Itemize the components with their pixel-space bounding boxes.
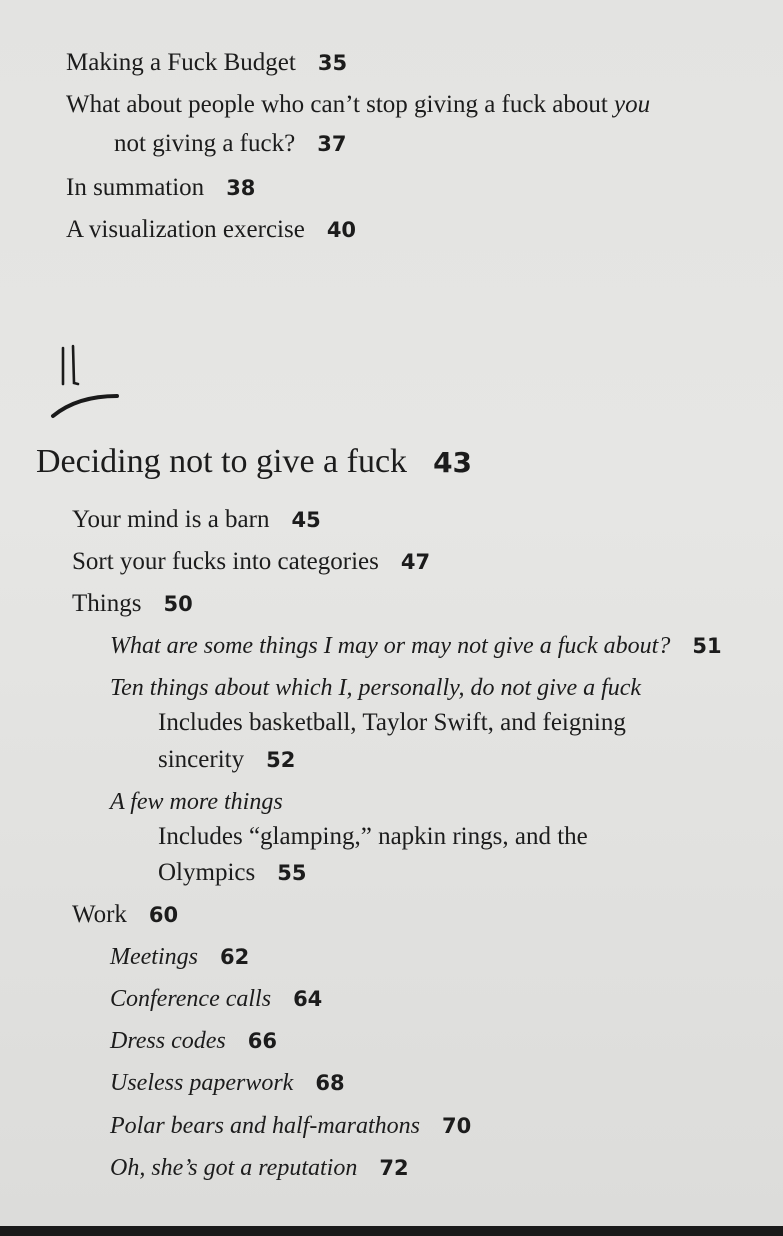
toc-entry-page: 35 bbox=[317, 51, 348, 75]
toc-entry-title: In summation bbox=[66, 174, 205, 201]
toc-subentry bbox=[110, 984, 322, 1014]
toc-entry-title: Sort your fucks into categories bbox=[72, 548, 379, 575]
toc-entry-emphasis: you bbox=[614, 91, 651, 118]
toc-entry-description bbox=[158, 745, 295, 775]
toc-entry-page: 52 bbox=[266, 748, 296, 772]
toc-entry-title: Polar bears and half-marathons bbox=[110, 1113, 421, 1139]
toc-entry-page: 45 bbox=[291, 508, 321, 532]
toc-subentry bbox=[110, 1026, 277, 1056]
toc-entry-title: What about people who can’t stop giving a fuck about bbox=[66, 91, 615, 118]
toc-entry-page: 60 bbox=[148, 903, 179, 927]
chapter-page: 43 bbox=[433, 446, 473, 479]
toc-entry-title: not giving a fuck? bbox=[114, 130, 296, 157]
toc-subentry bbox=[110, 631, 722, 661]
toc-entry-page: 40 bbox=[326, 218, 357, 242]
toc-subentry bbox=[110, 942, 249, 972]
toc-entry bbox=[66, 215, 356, 245]
toc-entry-title: Things bbox=[72, 590, 142, 617]
toc-entry-page: 50 bbox=[163, 592, 193, 616]
chapter-heading bbox=[36, 442, 472, 483]
toc-entry-title: Includes “glamping,” napkin rings, and the bbox=[158, 823, 588, 850]
toc-entry-title: Oh, she’s got a reputation bbox=[110, 1155, 358, 1181]
toc-entry-title: Conference calls bbox=[110, 986, 272, 1012]
toc-entry-page: 68 bbox=[315, 1071, 345, 1095]
page-bottom-edge bbox=[0, 1226, 783, 1236]
chapter-title: Deciding not to give a fuck bbox=[36, 443, 408, 480]
toc-entry-page: 66 bbox=[247, 1029, 277, 1053]
toc-entry bbox=[72, 505, 321, 535]
toc-entry-page: 64 bbox=[293, 987, 323, 1011]
toc-entry-title: Work bbox=[72, 901, 127, 928]
toc-entry-description bbox=[158, 858, 306, 888]
toc-entry bbox=[66, 48, 347, 78]
toc-entry-title: sincerity bbox=[158, 746, 245, 773]
toc-subentry bbox=[110, 1068, 345, 1098]
toc-entry-title: Making a Fuck Budget bbox=[66, 49, 296, 76]
toc-entry-page: 55 bbox=[277, 861, 307, 885]
toc-entry-page: 38 bbox=[226, 176, 256, 200]
toc-entry-title: Ten things about which I, personally, do not give a fuck bbox=[110, 675, 642, 701]
toc-entry-title: A few more things bbox=[110, 789, 283, 815]
toc-entry-page: 37 bbox=[317, 132, 347, 156]
toc-entry-title: Includes basketball, Taylor Swift, and feigning bbox=[158, 709, 626, 736]
toc-entry-page: 51 bbox=[692, 634, 722, 658]
toc-subentry bbox=[110, 1153, 409, 1183]
toc-entry-page: 72 bbox=[379, 1156, 409, 1180]
toc-subentry bbox=[110, 673, 641, 703]
toc-entry bbox=[72, 900, 178, 930]
toc-entry-title: Olympics bbox=[158, 859, 256, 886]
toc-entry-description bbox=[158, 708, 626, 738]
toc-entry-continuation bbox=[114, 129, 346, 159]
toc-entry bbox=[72, 547, 430, 577]
toc-entry-title: Meetings bbox=[110, 944, 198, 970]
toc-entry bbox=[66, 90, 650, 120]
part-number-mark bbox=[44, 340, 134, 430]
toc-subentry bbox=[110, 787, 283, 817]
toc-entry-page: 47 bbox=[400, 550, 431, 574]
toc-entry-title: A visualization exercise bbox=[66, 216, 305, 243]
toc-entry-title: Dress codes bbox=[110, 1028, 226, 1054]
toc-entry-title: What are some things I may or may not give a fuck about? bbox=[110, 633, 671, 659]
toc-entry-description bbox=[158, 822, 588, 852]
toc-entry bbox=[66, 173, 255, 203]
toc-entry-title: Useless paperwork bbox=[110, 1070, 294, 1096]
toc-subentry bbox=[110, 1111, 471, 1141]
toc-entry bbox=[72, 589, 193, 619]
toc-entry-page: 62 bbox=[219, 945, 250, 969]
toc-entry-title: Your mind is a barn bbox=[72, 506, 270, 533]
toc-entry-page: 70 bbox=[442, 1114, 472, 1138]
